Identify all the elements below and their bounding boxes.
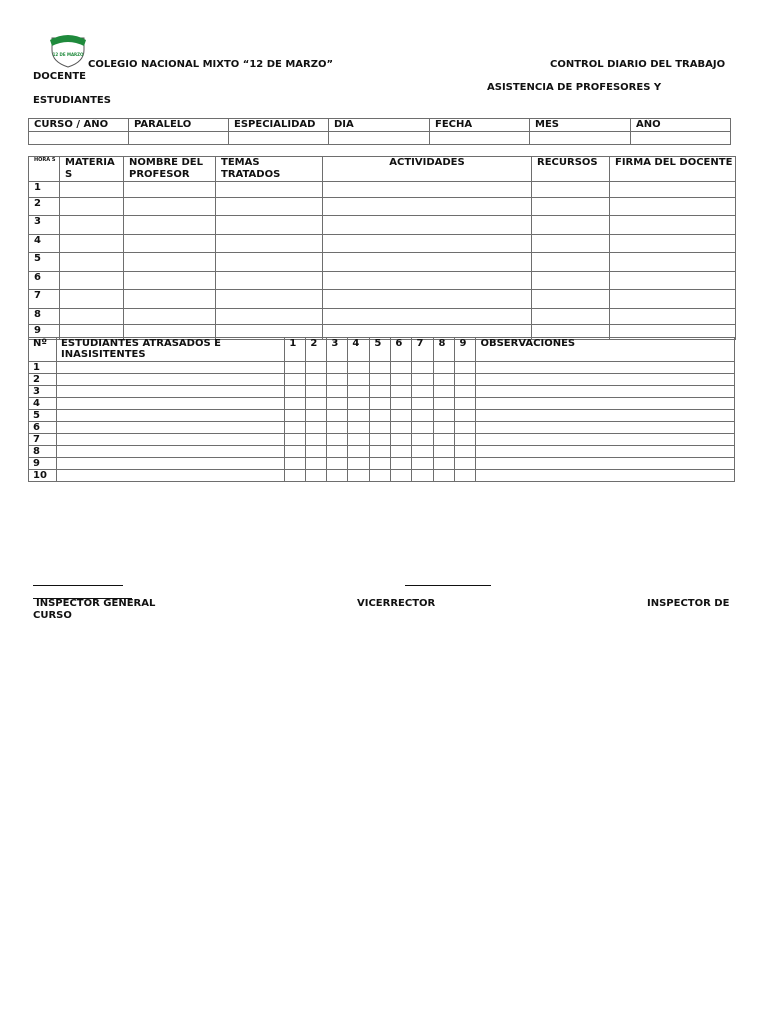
student-cell[interactable] [285, 374, 306, 386]
col-hour-2: 2 [306, 338, 327, 362]
hour-number: 6 [29, 272, 60, 290]
hour-row [29, 182, 736, 198]
hour-cell[interactable] [610, 309, 736, 325]
hour-row [29, 198, 736, 216]
student-number: 9 [29, 458, 57, 470]
student-cell[interactable] [327, 422, 348, 434]
student-row [29, 458, 735, 470]
hour-cell[interactable] [532, 309, 610, 325]
student-cell[interactable] [391, 362, 412, 374]
hour-cell[interactable] [124, 272, 216, 290]
student-cell[interactable] [434, 434, 455, 446]
student-cell[interactable] [306, 398, 327, 410]
col-students: ESTUDIANTES ATRASADOS E INASISITENTES [57, 338, 285, 362]
student-row [29, 434, 735, 446]
student-cell[interactable] [370, 458, 391, 470]
student-cell[interactable] [57, 374, 285, 386]
student-number: 3 [29, 386, 57, 398]
course-info-table [28, 118, 731, 145]
student-cell[interactable] [348, 386, 370, 398]
student-cell[interactable] [57, 458, 285, 470]
col-materias: MATERIA S [60, 157, 124, 182]
signature-line-3 [405, 585, 491, 586]
student-row [29, 386, 735, 398]
hour-number: 1 [29, 182, 60, 198]
col-hour-9: 9 [455, 338, 476, 362]
hour-cell[interactable] [532, 272, 610, 290]
student-cell[interactable] [476, 398, 735, 410]
student-cell[interactable] [412, 446, 434, 458]
student-cell[interactable] [306, 362, 327, 374]
student-cell[interactable] [434, 410, 455, 422]
student-cell[interactable] [412, 470, 434, 482]
hours-activities-table [28, 156, 736, 340]
student-cell[interactable] [57, 422, 285, 434]
student-number: 5 [29, 410, 57, 422]
hour-cell[interactable] [60, 182, 124, 198]
student-cell[interactable] [412, 410, 434, 422]
student-cell[interactable] [285, 470, 306, 482]
hour-cell[interactable] [124, 290, 216, 309]
hour-row [29, 235, 736, 253]
student-cell[interactable] [285, 458, 306, 470]
col-temas: TEMAS TRATADOS [216, 157, 323, 182]
student-row [29, 422, 735, 434]
student-row [29, 362, 735, 374]
col-num: Nº [29, 338, 57, 362]
hour-cell[interactable] [124, 216, 216, 235]
student-cell[interactable] [391, 458, 412, 470]
student-cell[interactable] [476, 458, 735, 470]
student-cell[interactable] [412, 458, 434, 470]
student-cell[interactable] [455, 374, 476, 386]
student-cell[interactable] [476, 446, 735, 458]
hour-cell[interactable] [216, 198, 323, 216]
student-cell[interactable] [327, 446, 348, 458]
col-hour-5: 5 [370, 338, 391, 362]
hour-cell[interactable] [323, 309, 532, 325]
hour-cell[interactable] [216, 235, 323, 253]
hour-cell[interactable] [323, 198, 532, 216]
hour-cell[interactable] [323, 253, 532, 272]
student-cell[interactable] [285, 410, 306, 422]
student-cell[interactable] [455, 386, 476, 398]
hour-cell[interactable] [124, 309, 216, 325]
col-actividades: ACTIVIDADES [323, 157, 532, 182]
hour-row [29, 253, 736, 272]
col-hour-8: 8 [434, 338, 455, 362]
hour-row [29, 290, 736, 309]
estudiantes-label: ESTUDIANTES [33, 95, 111, 106]
student-cell[interactable] [391, 446, 412, 458]
hour-cell[interactable] [216, 290, 323, 309]
student-cell[interactable] [476, 434, 735, 446]
hour-cell[interactable] [60, 198, 124, 216]
student-cell[interactable] [434, 470, 455, 482]
logo-text: 12 DE MARZO [52, 52, 84, 57]
hour-cell[interactable] [610, 290, 736, 309]
student-cell[interactable] [57, 410, 285, 422]
hour-cell[interactable] [323, 182, 532, 198]
inspector-de-label: INSPECTOR DE [647, 598, 730, 609]
student-cell[interactable] [306, 434, 327, 446]
student-number: 6 [29, 422, 57, 434]
col-curso: CURSO / AÑO [29, 119, 129, 132]
hour-cell[interactable] [532, 290, 610, 309]
field-fecha[interactable] [430, 132, 530, 145]
student-cell[interactable] [306, 374, 327, 386]
hour-cell[interactable] [60, 253, 124, 272]
signature-line-1 [33, 585, 123, 586]
docente-label: DOCENTE [33, 71, 86, 82]
hour-cell[interactable] [216, 253, 323, 272]
hour-cell[interactable] [60, 272, 124, 290]
student-cell[interactable] [412, 398, 434, 410]
student-cell[interactable] [327, 362, 348, 374]
student-cell[interactable] [285, 362, 306, 374]
field-curso[interactable] [29, 132, 129, 145]
student-cell[interactable] [370, 434, 391, 446]
hour-cell[interactable] [610, 216, 736, 235]
hour-cell[interactable] [323, 272, 532, 290]
student-cell[interactable] [327, 470, 348, 482]
student-cell[interactable] [306, 458, 327, 470]
student-cell[interactable] [348, 434, 370, 446]
col-hour-1: 1 [285, 338, 306, 362]
hour-number: 5 [29, 253, 60, 272]
student-cell[interactable] [327, 398, 348, 410]
student-cell[interactable] [455, 422, 476, 434]
student-row [29, 446, 735, 458]
hour-cell[interactable] [124, 253, 216, 272]
inspector-general-label: INSPECTOR GENERAL [36, 598, 156, 609]
student-cell[interactable] [285, 398, 306, 410]
student-cell[interactable] [348, 422, 370, 434]
student-cell[interactable] [412, 362, 434, 374]
field-paralelo[interactable] [129, 132, 229, 145]
student-cell[interactable] [391, 374, 412, 386]
field-especialidad[interactable] [229, 132, 329, 145]
student-cell[interactable] [370, 398, 391, 410]
student-cell[interactable] [370, 374, 391, 386]
hour-number: 4 [29, 235, 60, 253]
student-number: 7 [29, 434, 57, 446]
hour-cell[interactable] [532, 235, 610, 253]
hour-cell[interactable] [216, 216, 323, 235]
col-recursos: RECURSOS [532, 157, 610, 182]
student-cell[interactable] [348, 446, 370, 458]
student-cell[interactable] [370, 362, 391, 374]
hour-cell[interactable] [323, 235, 532, 253]
student-number: 4 [29, 398, 57, 410]
col-mes: MES [530, 119, 631, 132]
student-cell[interactable] [476, 422, 735, 434]
school-name: COLEGIO NACIONAL MIXTO “12 DE MARZO” [88, 59, 334, 70]
student-cell[interactable] [391, 422, 412, 434]
student-cell[interactable] [306, 422, 327, 434]
student-number: 2 [29, 374, 57, 386]
hour-cell[interactable] [532, 253, 610, 272]
student-row [29, 398, 735, 410]
student-cell[interactable] [348, 410, 370, 422]
student-cell[interactable] [327, 386, 348, 398]
curso-label: CURSO [33, 610, 72, 621]
vicerrector-label: VICERRECTOR [357, 598, 436, 609]
col-firma: FIRMA DEL DOCENTE [610, 157, 736, 182]
col-hour-4: 4 [348, 338, 370, 362]
hour-cell[interactable] [323, 216, 532, 235]
student-cell[interactable] [285, 434, 306, 446]
student-cell[interactable] [434, 386, 455, 398]
student-cell[interactable] [434, 374, 455, 386]
student-cell[interactable] [455, 470, 476, 482]
student-row [29, 410, 735, 422]
student-cell[interactable] [455, 434, 476, 446]
student-cell[interactable] [391, 410, 412, 422]
student-cell[interactable] [412, 374, 434, 386]
student-cell[interactable] [348, 398, 370, 410]
student-cell[interactable] [370, 386, 391, 398]
student-cell[interactable] [57, 398, 285, 410]
col-hour-7: 7 [412, 338, 434, 362]
student-number: 1 [29, 362, 57, 374]
col-fecha: FECHA [430, 119, 530, 132]
student-cell[interactable] [57, 470, 285, 482]
col-paralelo: PARALELO [129, 119, 229, 132]
student-cell[interactable] [285, 422, 306, 434]
student-cell[interactable] [370, 422, 391, 434]
hour-number: 3 [29, 216, 60, 235]
hour-cell[interactable] [60, 235, 124, 253]
col-horas: HORA S [29, 157, 60, 182]
student-cell[interactable] [57, 446, 285, 458]
student-cell[interactable] [348, 470, 370, 482]
hour-cell[interactable] [610, 272, 736, 290]
field-anio[interactable] [631, 132, 731, 145]
student-cell[interactable] [348, 374, 370, 386]
student-number: 8 [29, 446, 57, 458]
student-cell[interactable] [327, 434, 348, 446]
hour-cell[interactable] [124, 235, 216, 253]
col-hour-3: 3 [327, 338, 348, 362]
student-cell[interactable] [327, 374, 348, 386]
asistencia-title: ASISTENCIA DE PROFESORES Y [487, 82, 662, 93]
hour-cell[interactable] [60, 290, 124, 309]
student-cell[interactable] [57, 362, 285, 374]
student-cell[interactable] [434, 422, 455, 434]
student-cell[interactable] [455, 458, 476, 470]
student-cell[interactable] [57, 386, 285, 398]
student-cell[interactable] [476, 362, 735, 374]
student-cell[interactable] [455, 446, 476, 458]
student-cell[interactable] [348, 362, 370, 374]
student-cell[interactable] [455, 398, 476, 410]
late-students-table [28, 337, 735, 482]
hour-row [29, 272, 736, 290]
hour-cell[interactable] [610, 253, 736, 272]
student-cell[interactable] [327, 410, 348, 422]
hour-cell[interactable] [323, 290, 532, 309]
hour-cell[interactable] [60, 216, 124, 235]
col-profesor: NOMBRE DEL PROFESOR [124, 157, 216, 182]
student-row [29, 374, 735, 386]
col-anio: AÑO [631, 119, 731, 132]
student-cell[interactable] [455, 362, 476, 374]
hour-cell[interactable] [216, 182, 323, 198]
student-cell[interactable] [306, 386, 327, 398]
hour-number: 7 [29, 290, 60, 309]
student-cell[interactable] [391, 470, 412, 482]
student-cell[interactable] [476, 374, 735, 386]
student-cell[interactable] [306, 446, 327, 458]
student-cell[interactable] [391, 434, 412, 446]
hour-cell[interactable] [216, 309, 323, 325]
hour-row [29, 309, 736, 325]
student-number: 10 [29, 470, 57, 482]
hour-number: 2 [29, 198, 60, 216]
hour-number: 9 [29, 325, 60, 340]
field-mes[interactable] [530, 132, 631, 145]
hour-cell[interactable] [610, 198, 736, 216]
hour-cell[interactable] [124, 198, 216, 216]
student-cell[interactable] [434, 458, 455, 470]
student-cell[interactable] [285, 386, 306, 398]
student-cell[interactable] [370, 470, 391, 482]
school-crest-logo [49, 32, 87, 68]
col-observaciones: OBSERVACIONES [476, 338, 735, 362]
hour-cell[interactable] [124, 182, 216, 198]
hour-cell[interactable] [532, 198, 610, 216]
hour-cell[interactable] [60, 309, 124, 325]
hour-cell[interactable] [532, 216, 610, 235]
student-cell[interactable] [434, 446, 455, 458]
col-especialidad: ESPECIALIDAD [229, 119, 329, 132]
student-cell[interactable] [285, 446, 306, 458]
student-cell[interactable] [391, 398, 412, 410]
col-dia: DIA [329, 119, 430, 132]
student-cell[interactable] [306, 470, 327, 482]
hour-cell[interactable] [532, 182, 610, 198]
col-hour-6: 6 [391, 338, 412, 362]
student-cell[interactable] [434, 362, 455, 374]
student-cell[interactable] [412, 434, 434, 446]
hour-cell[interactable] [216, 272, 323, 290]
hour-cell[interactable] [610, 235, 736, 253]
student-row [29, 470, 735, 482]
student-cell[interactable] [476, 410, 735, 422]
student-cell[interactable] [434, 398, 455, 410]
student-cell[interactable] [455, 410, 476, 422]
student-cell[interactable] [476, 386, 735, 398]
student-cell[interactable] [391, 386, 412, 398]
field-dia[interactable] [329, 132, 430, 145]
control-title: CONTROL DIARIO DEL TRABAJO [550, 59, 726, 70]
student-cell[interactable] [412, 422, 434, 434]
student-cell[interactable] [370, 446, 391, 458]
hour-number: 8 [29, 309, 60, 325]
hour-cell[interactable] [610, 182, 736, 198]
student-cell[interactable] [306, 410, 327, 422]
student-cell[interactable] [327, 458, 348, 470]
student-cell[interactable] [370, 410, 391, 422]
hour-row [29, 216, 736, 235]
student-cell[interactable] [476, 470, 735, 482]
student-cell[interactable] [348, 458, 370, 470]
student-cell[interactable] [57, 434, 285, 446]
student-cell[interactable] [412, 386, 434, 398]
